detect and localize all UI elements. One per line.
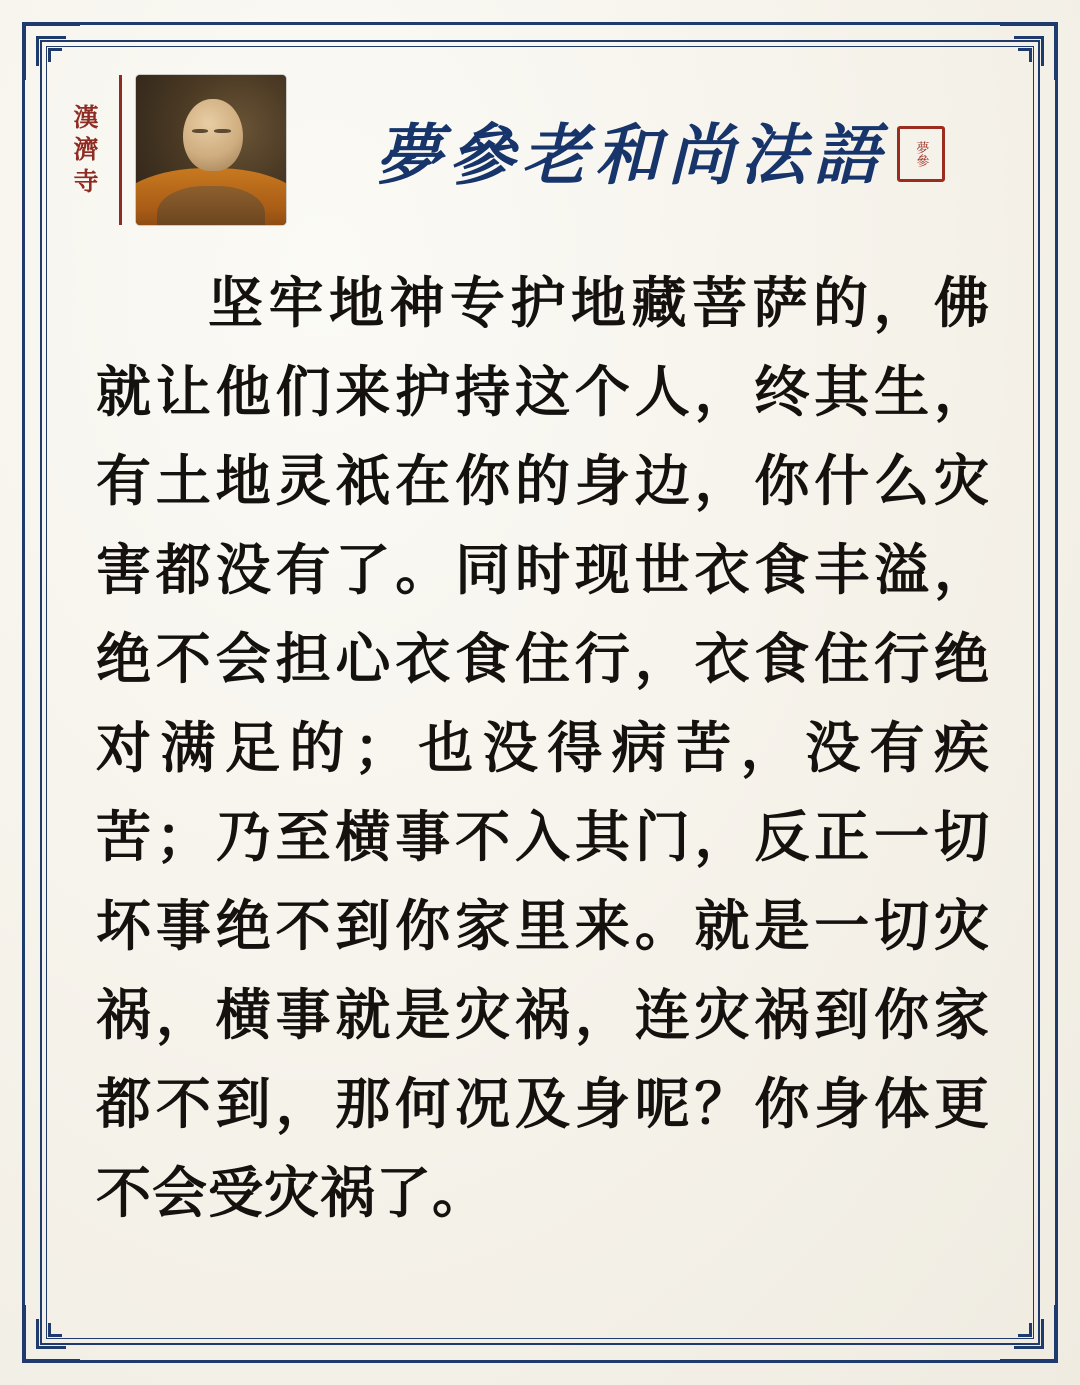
poster-header [62, 62, 1018, 237]
monk-portrait-photo [136, 75, 286, 225]
temple-name-char-3: 寺 [73, 166, 100, 196]
temple-name-char-1: 漢 [73, 102, 100, 132]
portrait-head [183, 99, 243, 171]
corner-ornament-bottom-left-icon [22, 1305, 80, 1363]
portrait-brow-right [214, 129, 231, 134]
temple-name-char-2: 濟 [73, 134, 100, 164]
portrait-brow-left [192, 129, 209, 134]
dharma-quote-paragraph: 坚牢地神专护地藏菩萨的，佛就让他们来护持这个人，终其生，有土地灵祇在你的身边，你什么灾害都没有了。同时现世衣食丰溢，绝不会担心衣食住行，衣食住行绝对满足的；也没得病苦，没有疾苦；乃至横事不入其门，反正一切坏事绝不到你家里来。就是一切灾祸，横事就是灾祸，连灾祸到你家都不到，那何况及身呢？你身体更不会受灾祸了。 [96, 270, 990, 1225]
red-seal-stamp-icon: 夢參 [897, 126, 945, 182]
title-group [286, 102, 1018, 197]
temple-name-vertical [62, 75, 122, 225]
page-title: 夢參老和尚法語 [375, 116, 887, 194]
corner-ornament-bottom-right-icon [1000, 1305, 1058, 1363]
